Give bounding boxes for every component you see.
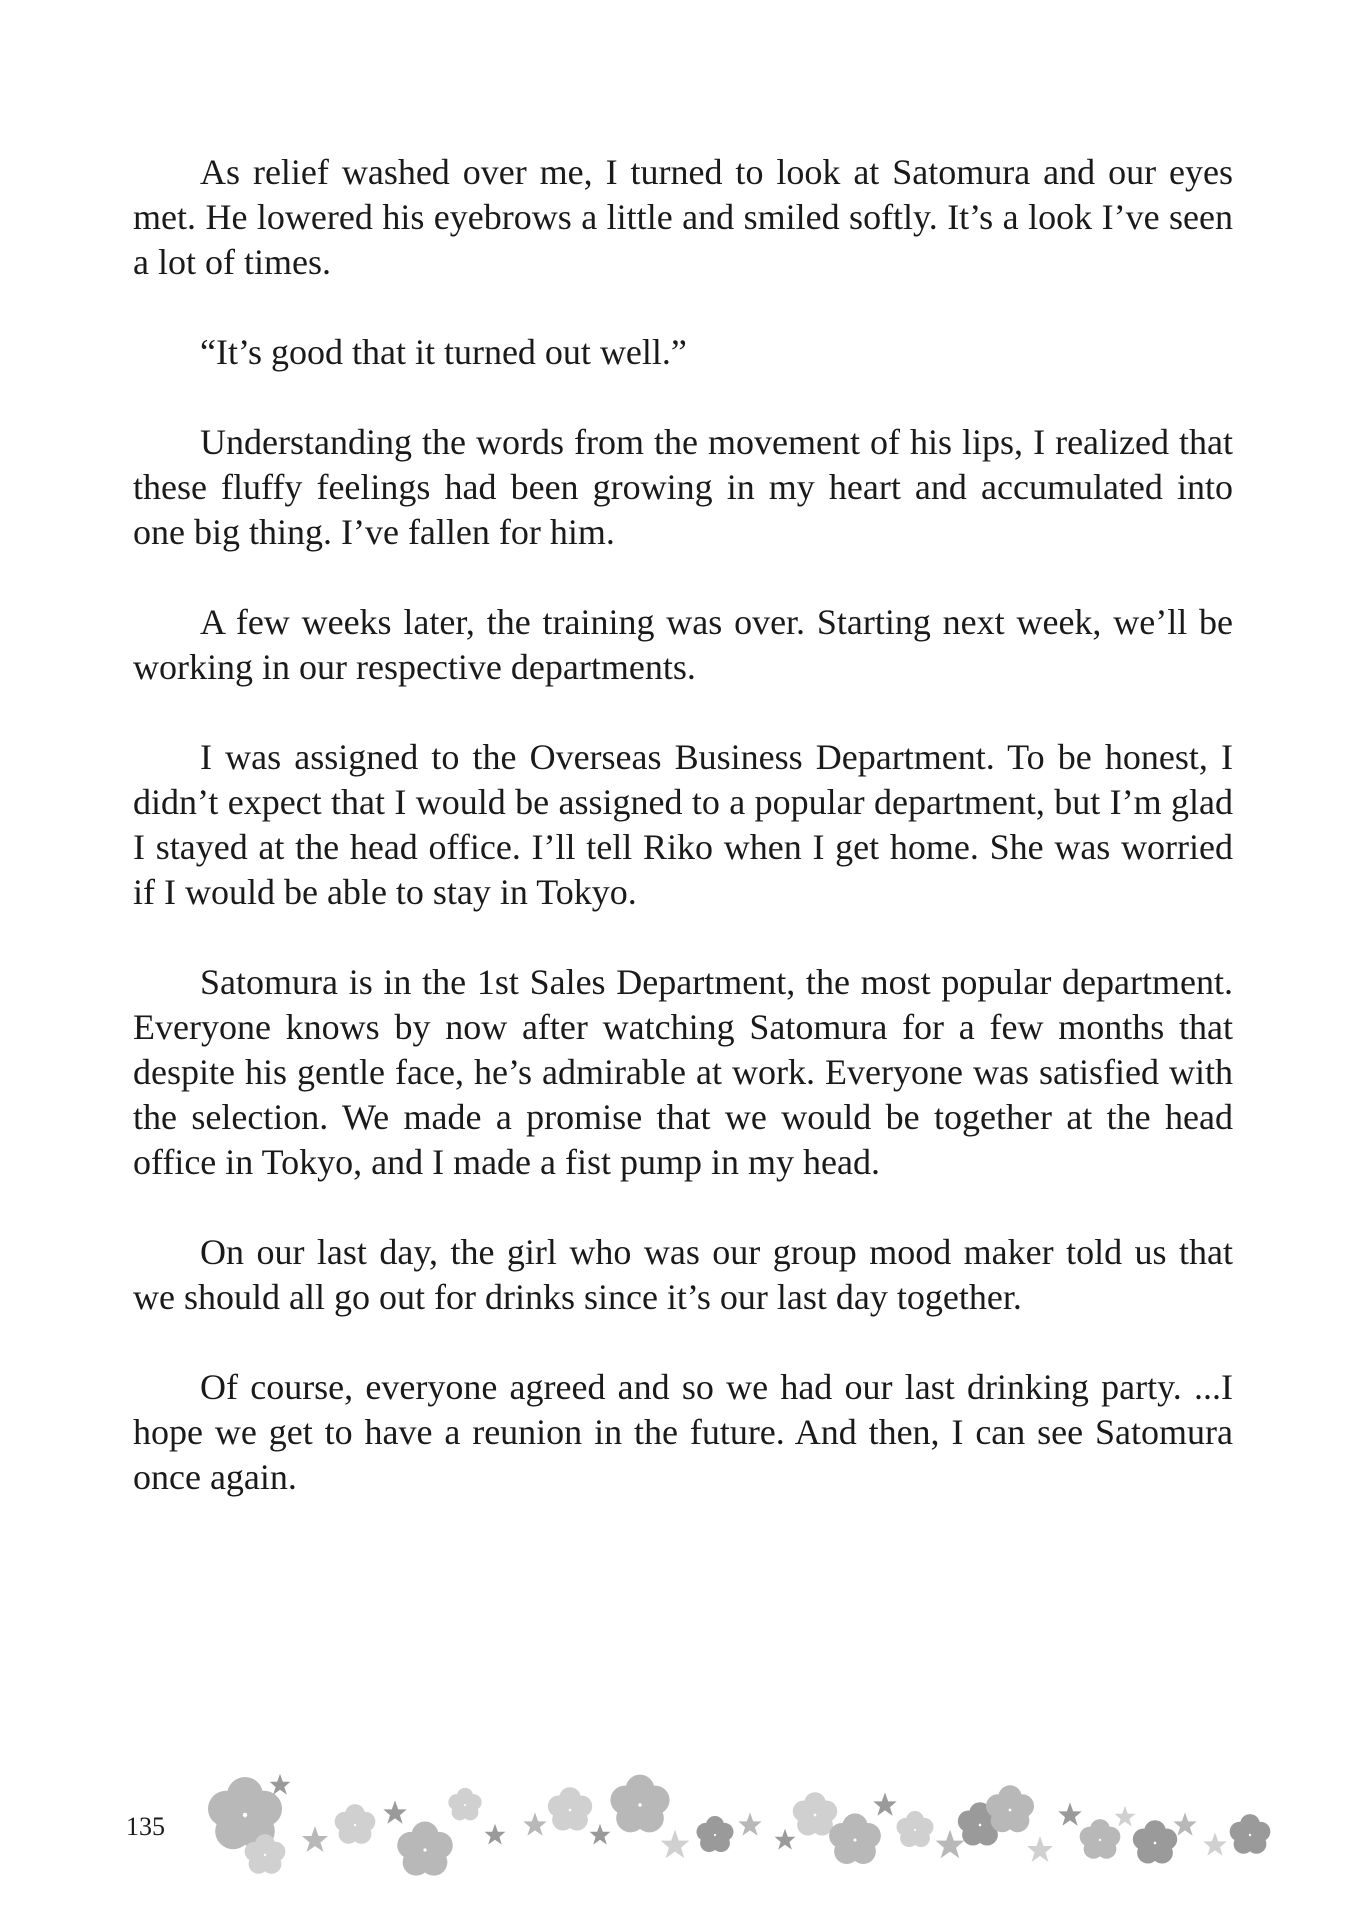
flower-icon (775, 1829, 796, 1850)
flower-icon (1203, 1832, 1226, 1855)
flower-icon (1115, 1806, 1136, 1827)
flower-icon (936, 1830, 965, 1859)
paragraph-3: Understanding the words from the movement of his lips, I realized that these fluffy feelings had been growing in my heart and accumulated into one big thing. I’ve fallen for him. (133, 422, 1233, 552)
flower-icon (523, 1812, 546, 1835)
flower-icon (897, 1811, 934, 1847)
flower-icon (383, 1800, 406, 1823)
flower-icon (448, 1788, 481, 1820)
paragraph-7: On our last day, the girl who was our group mood maker told us that we should all go out for drinks since it’s our last day together. (133, 1232, 1233, 1317)
flower-icon (873, 1792, 896, 1815)
paragraph-8: Of course, everyone agreed and so we had our last drinking party. ...I hope we get to have a reunion in the future. And then, I can see Satomura once again. (133, 1367, 1233, 1497)
flower-icon (986, 1785, 1034, 1832)
flower-icon (793, 1792, 837, 1835)
page-number: 135 (126, 1812, 165, 1841)
flower-icon (1230, 1814, 1271, 1854)
flower-icon (1173, 1812, 1196, 1835)
paragraph-4: A few weeks later, the training was over. Starting next week, we’ll be working in our respective departments. (133, 602, 1233, 687)
flower-icon (335, 1804, 376, 1844)
flower-icon (590, 1824, 611, 1845)
paragraph-6: Satomura is in the 1st Sales Department, the most popular department. Everyone knows by now after watching Satomura for a few months that despite his gentle face, he’s admirable at work. Everyone was satisfied with the selection. We made a promise that we would be together at the head office in Tokyo, and I made a fist pump in my head. (133, 962, 1233, 1182)
flower-icon (397, 1822, 453, 1876)
flower-border (195, 1755, 1285, 1905)
flower-icon (1080, 1819, 1121, 1859)
flower-icon (548, 1787, 592, 1830)
flower-icon (1058, 1802, 1081, 1825)
flower-icon (661, 1830, 690, 1859)
body-text (133, 150, 1233, 1545)
flower-icon (738, 1812, 761, 1835)
flower-icon (610, 1775, 669, 1833)
paragraph-2: “It’s good that it turned out well.” (200, 332, 687, 372)
paragraph-1: As relief washed over me, I turned to look at Satomura and our eyes met. He lowered his eyebrows a little and smiled softly. It’s a look I’ve seen a lot of times. (133, 152, 1233, 282)
flower-icon (697, 1816, 734, 1852)
flower-icon-group (208, 1774, 1270, 1876)
flower-icon (1027, 1836, 1053, 1862)
flower-icon (829, 1813, 881, 1864)
flower-icon (270, 1774, 291, 1795)
flower-icon (302, 1826, 328, 1852)
flower-icon (485, 1824, 506, 1845)
flower-icon (1133, 1820, 1177, 1863)
paragraph-5: I was assigned to the Overseas Business Department. To be honest, I didn’t expect that I would be assigned to a popular department, but I’m glad I stayed at the head office. I’ll tell Riko when I get home. She was worried if I would be able to stay in Tokyo. (133, 737, 1233, 912)
